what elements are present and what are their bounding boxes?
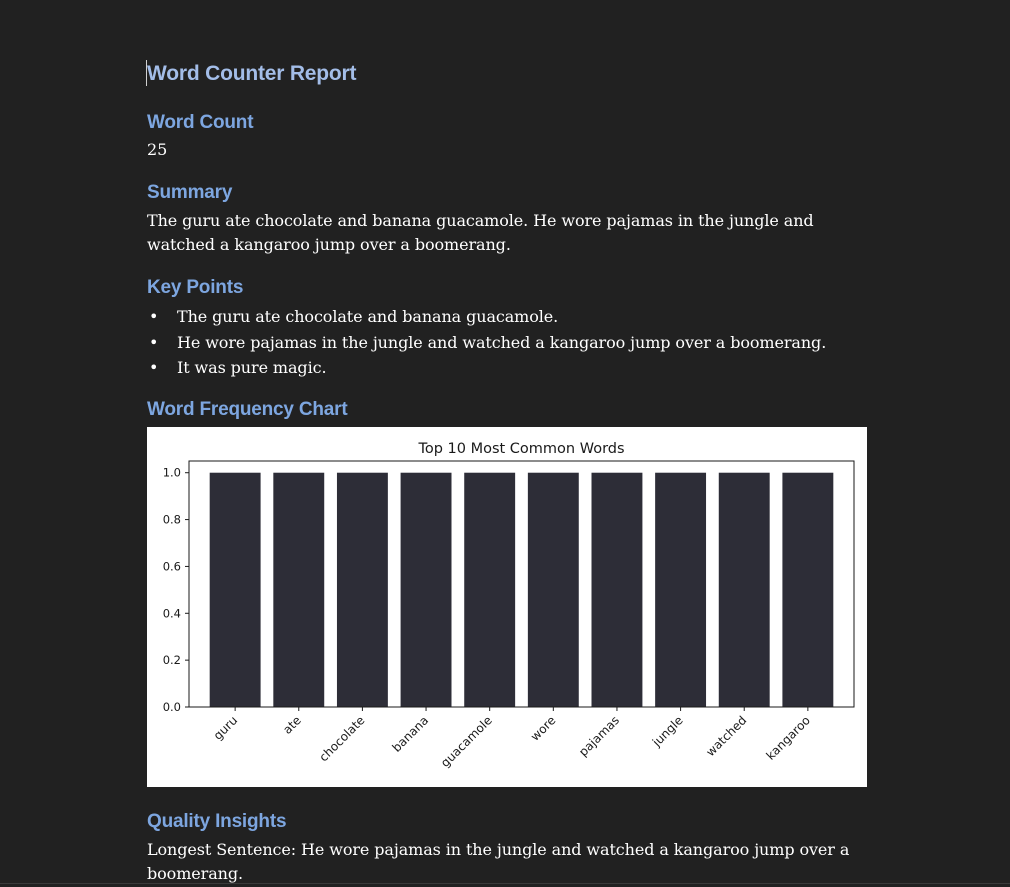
y-tick-label: 0.6 <box>162 558 181 573</box>
y-tick-label: 0.8 <box>162 512 181 527</box>
chart-bar <box>592 472 643 706</box>
x-tick-label: chocolate <box>316 712 368 764</box>
quality-insights-heading: Quality Insights <box>147 810 287 832</box>
chart-title: Top 10 Most Common Words <box>418 440 625 457</box>
chart-heading: Word Frequency Chart <box>147 398 348 420</box>
x-tick-label: jungle <box>649 712 686 749</box>
bottom-divider <box>0 883 1010 884</box>
y-tick-label: 1.0 <box>162 465 181 480</box>
y-tick-label: 0.2 <box>162 652 181 667</box>
chart-bar <box>719 472 770 706</box>
key-point-text: It was pure magic. <box>177 358 327 377</box>
bullet-icon: • <box>149 307 159 326</box>
word-count-value: 25 <box>147 140 168 159</box>
y-tick-label: 0.0 <box>162 699 181 714</box>
summary-text: The guru ate chocolate and banana guacamole. He wore pajamas in the jungle and watched a kangaroo jump over a boomerang. <box>147 211 814 254</box>
x-tick-label: wore <box>527 712 559 744</box>
chart-bar <box>655 472 706 706</box>
quality-insights-text: Longest Sentence: He wore pajamas in the jungle and watched a kangaroo jump over a boomerang. <box>147 839 850 883</box>
x-tick-label: guacamole <box>438 712 495 770</box>
chart-bar <box>401 472 452 706</box>
x-tick-label: pajamas <box>576 712 623 759</box>
chart-bar <box>464 472 515 706</box>
key-point-item <box>147 355 867 381</box>
x-tick-label: banana <box>389 712 432 755</box>
x-tick-label: watched <box>703 712 750 759</box>
summary-heading: Summary <box>147 182 233 203</box>
x-tick-label: guru <box>210 712 241 743</box>
chart-bar <box>210 472 261 706</box>
word-frequency-chart <box>147 427 867 787</box>
chart-bar <box>273 472 324 706</box>
key-point-item <box>147 330 867 356</box>
chart-svg <box>147 427 867 787</box>
key-point-text: The guru ate chocolate and banana guacamole. <box>177 307 559 326</box>
x-tick-label: kangaroo <box>763 712 813 763</box>
key-point-item <box>147 304 867 330</box>
x-tick-label: ate <box>280 712 304 737</box>
chart-bar <box>782 472 833 706</box>
bullet-icon: • <box>149 332 159 352</box>
text-cursor <box>146 60 147 86</box>
y-tick-label: 0.4 <box>162 605 181 620</box>
key-points-heading: Key Points <box>147 277 244 298</box>
chart-bar <box>337 472 388 706</box>
chart-bar <box>528 472 579 706</box>
report-title: Word Counter Report <box>147 62 357 85</box>
key-point-text: He wore pajamas in the jungle and watched a kangaroo jump over a boomerang. <box>177 332 827 352</box>
key-points-list <box>147 304 867 381</box>
bullet-icon: • <box>149 358 159 377</box>
word-count-heading: Word Count <box>147 112 254 133</box>
report-document <box>147 58 867 886</box>
